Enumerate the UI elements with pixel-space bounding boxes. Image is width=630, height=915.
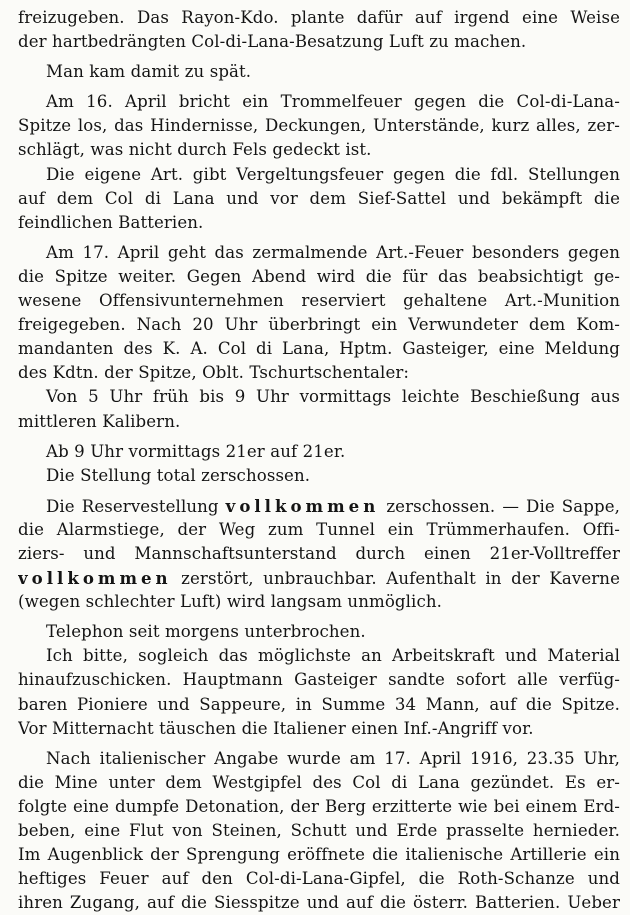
text-line: folgte eine dumpfe Detonation, der Berg erzitterte wie bei einem Erd- (18, 796, 620, 816)
text-line: Am 17. April geht das zermalmende Art.-Feuer besonders gegen (46, 242, 620, 262)
text-line: freigegeben. Nach 20 Uhr überbringt ein Verwundeter dem Kom- (18, 315, 620, 335)
text-line: Von 5 Uhr früh bis 9 Uhr vormittags leichte Beschießung aus (46, 387, 620, 407)
emphasized-word: vollkommen (18, 568, 172, 589)
emphasized-word: vollkommen (225, 495, 380, 516)
text-line: schlägt, was nicht durch Fels gedeckt ist. (18, 140, 372, 160)
text-line: Spitze los, das Hindernisse, Deckungen, Unterstände, kurz alles, zer- (18, 116, 620, 136)
text-line: mittleren Kalibern. (18, 411, 181, 431)
text-line (18, 494, 620, 518)
text-line: baren Pioniere und Sappeure, in Summe 34 Mann, auf die Spitze. (18, 694, 620, 714)
text-line: freizugeben. Das Rayon-Kdo. plante dafür auf irgend eine Weise (18, 8, 620, 27)
text-line: Im Augenblick der Sprengung eröffnete die italienische Artillerie ein (18, 845, 620, 865)
text-fragment: zerschossen. — Die Sappe, (379, 496, 620, 516)
text-line: Die Stellung total zerschossen. (46, 465, 311, 485)
text-line: beben, eine Flut von Steinen, Schutt und Erde prasselte hernieder. (18, 821, 620, 840)
text-line: Am 16. April bricht ein Trommelfeuer gegen die Col-di-Lana- (46, 92, 620, 112)
text-line (18, 566, 620, 590)
text-line: die Spitze weiter. Gegen Abend wird die für das beabsichtigt ge- (18, 266, 620, 286)
text-fragment: zerstört, unbrauchbar. Aufenthalt in der Kaverne (171, 569, 620, 589)
text-line: Vor Mitternacht täuschen die Italiener einen Inf.-Angriff vor. (18, 718, 534, 738)
text-line: Telephon seit morgens unterbrochen. (46, 622, 366, 642)
text-fragment: Die Reservestellung (46, 496, 226, 516)
text-line: Man kam damit zu spät. (46, 62, 252, 82)
text-line: Ich bitte, sogleich das möglichste an Arbeitskraft und Material (46, 646, 620, 666)
text-line: des Kdtn. der Spitze, Oblt. Tschurtschentaler: (18, 363, 410, 383)
text-line: Nach italienischer Angabe wurde am 17. April 1916, 23.35 Uhr, (46, 748, 620, 768)
text-line: die Alarmstiege, der Weg zum Tunnel ein Trümmerhaufen. Offi- (18, 519, 620, 539)
text-line: der hartbedrängten Col-di-Lana-Besatzung Luft zu machen. (18, 32, 527, 52)
text-line: Ab 9 Uhr vormittags 21er auf 21er. (46, 441, 346, 461)
text-line: wesene Offensivunternehmen reserviert gehaltene Art.-Munition (18, 291, 620, 311)
text-line: auf dem Col di Lana und vor dem Sief-Sattel und bekämpft die (18, 188, 620, 208)
text-line: ziers- und Mannschaftsunterstand durch einen 21er-Volltreffer (18, 543, 620, 563)
text-line: hinaufzuschicken. Hauptmann Gasteiger sandte sofort alle verfüg- (18, 670, 620, 690)
text-line: Die eigene Art. gibt Vergeltungsfeuer gegen die fdl. Stellungen (46, 164, 620, 184)
text-line: ihren Zugang, auf die Siesspitze und auf die österr. Batterien. Ueber (18, 893, 620, 913)
text-line: die Mine unter dem Westgipfel des Col di Lana gezündet. Es er- (18, 772, 620, 792)
text-line: heftiges Feuer auf den Col-di-Lana-Gipfel, die Roth-Schanze und (18, 869, 620, 889)
text-line: (wegen schlechter Luft) wird langsam unmöglich. (18, 592, 443, 612)
text-line: feindlichen Batterien. (18, 212, 204, 232)
text-line: mandanten des K. A. Col di Lana, Hptm. Gasteiger, eine Meldung (18, 339, 620, 359)
